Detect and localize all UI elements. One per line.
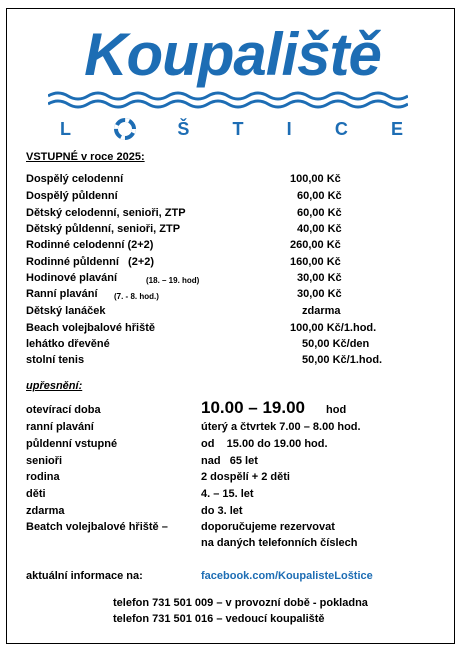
detail-label: půldenní vstupné [26, 438, 118, 450]
city-letter: E [390, 118, 405, 139]
facebook-link[interactable]: facebook.com/KoupalisteLoštice [201, 570, 373, 582]
price-label: lehátko dřevěné [26, 338, 110, 350]
price-value: 50,00 Kč/den [302, 338, 370, 350]
detail-value: na daných telefonních číslech [201, 537, 358, 549]
detail-value: 2 dospělí + 2 děti [201, 471, 290, 483]
price-label: stolní tenis [26, 354, 85, 366]
price-label: Hodinové plavání [26, 272, 118, 284]
detail-value: úterý a čtvrtek 7.00 – 8.00 hod. [201, 421, 361, 433]
city-letter: I [286, 118, 294, 139]
detail-label: rodina [26, 471, 60, 483]
city-letter: L [60, 118, 73, 139]
phone-line: telefon 731 501 016 – vedoucí koupaliště [113, 613, 325, 625]
price-label: Dětský půldenní, senioři, ZTP [26, 223, 181, 235]
detail-value: doporučujeme rezervovat [201, 521, 335, 533]
detail-value: do 3. let [201, 505, 243, 517]
price-note: (18. – 19. hod) [146, 276, 200, 285]
opening-hours-suffix: hod [326, 404, 347, 416]
detail-value: nad 65 let [201, 455, 258, 467]
city-letter: C [334, 118, 350, 139]
detail-value: 4. – 15. let [201, 488, 254, 500]
price-value: 60,00 Kč [297, 207, 342, 219]
price-value: 30,00 Kč [297, 272, 342, 284]
waves-icon [48, 90, 408, 110]
price-note: (7. - 8. hod.) [114, 292, 159, 301]
price-label: Rodinné půldenní (2+2) [26, 256, 155, 268]
price-label: Beach volejbalové hřiště [26, 322, 155, 334]
detail-label: zdarma [26, 505, 65, 517]
phone-line: telefon 731 501 009 – v provozní době - pokladna [113, 597, 368, 609]
price-label: Ranní plavání [26, 288, 98, 300]
opening-hours: 10.00 – 19.00 [201, 398, 305, 417]
price-label: Rodinné celodenní (2+2) [26, 239, 154, 251]
price-value: 260,00 Kč [290, 239, 341, 251]
detail-label: otevírací doba [26, 404, 101, 416]
price-label: Dospělý celodenní [26, 173, 124, 185]
details-heading: upřesnění: [26, 380, 83, 392]
city-letter: Š [177, 118, 192, 139]
detail-label: děti [26, 488, 46, 500]
city-name [60, 118, 405, 140]
price-label: Dětský celodenní, senioři, ZTP [26, 207, 186, 219]
price-heading: VSTUPNÉ v roce 2025: [26, 151, 145, 163]
info-label: aktuální informace na: [26, 570, 143, 582]
lifebuoy-icon [114, 118, 136, 140]
price-value: 50,00 Kč/1.hod. [302, 354, 383, 366]
city-letter: T [232, 118, 246, 139]
detail-label: Beatch volejbalové hřiště – [26, 521, 168, 533]
price-value: 160,00 Kč [290, 256, 341, 268]
price-value: 40,00 Kč [297, 223, 342, 235]
price-label: Dospělý půldenní [26, 190, 118, 202]
detail-label: ranní plavání [26, 421, 94, 433]
detail-value: od 15.00 do 19.00 hod. [201, 438, 328, 450]
price-value: 30,00 Kč [297, 288, 342, 300]
price-value: 100,00 Kč/1.hod. [290, 322, 377, 334]
price-value: zdarma [302, 305, 341, 317]
detail-label: senioři [26, 455, 63, 467]
price-label: Dětský lanáček [26, 305, 106, 317]
price-value: 60,00 Kč [297, 190, 342, 202]
logo-title: Koupaliště [84, 21, 381, 88]
price-value: 100,00 Kč [290, 173, 341, 185]
